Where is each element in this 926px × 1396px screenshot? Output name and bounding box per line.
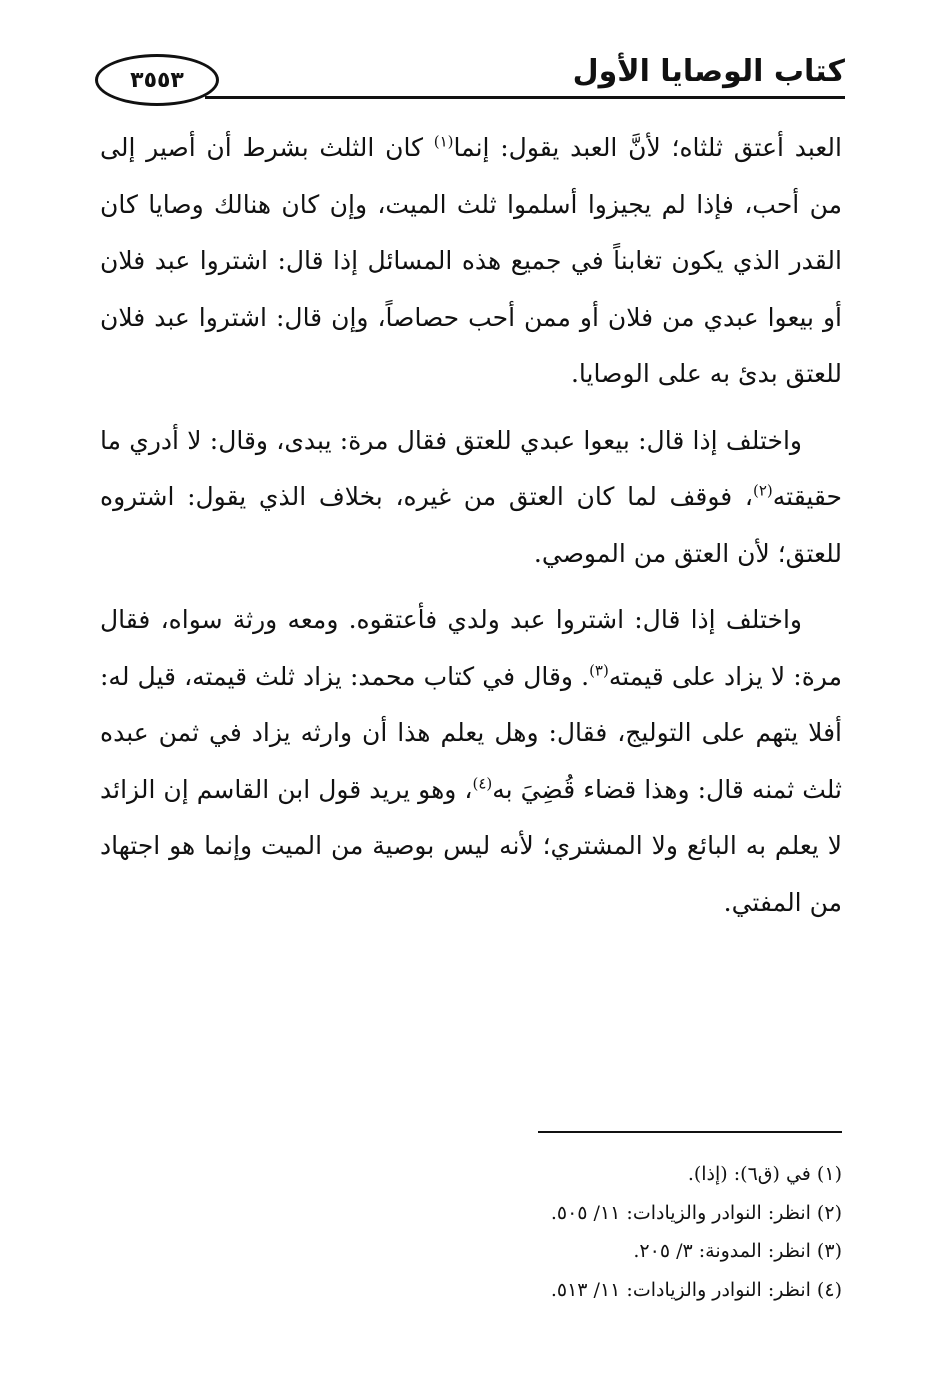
paragraph-3-text-b: . وقال في كتاب محمد: يزاد ثلث قيمته، قيل له: أفلا يتهم على التوليج، فقال: وهل يعلم هذا أن وارثه يزاد في ثمن عبده ثلث ثمنه قال: وهذا قضاء قُضِيَ به — [100, 661, 843, 804]
main-text — [100, 120, 842, 941]
footnote-separator — [538, 1131, 842, 1133]
paragraph-2 — [100, 413, 842, 583]
footnotes — [100, 1155, 842, 1309]
paragraph-2-text-a: واختلف إذا قال: بيعوا عبدي للعتق فقال مرة: يبدى، وقال: لا أدري ما حقيقته — [100, 425, 842, 511]
paragraph-3 — [100, 592, 842, 931]
footnote-ref-2: (٢) — [752, 481, 773, 500]
paragraph-1 — [100, 120, 842, 403]
footnote-3: (٣) انظر: المدونة: ٣/ ٢٠٥. — [633, 1240, 842, 1262]
footnote-4: (٤) انظر: النوادر والزيادات: ١١/ ٥١٣. — [550, 1278, 842, 1301]
paragraph-3-text-a: واختلف إذا قال: اشتروا عبد ولدي فأعتقوه. ومعه ورثة سواه، فقال مرة: لا يزاد على قيمته — [100, 605, 842, 691]
header-rule — [205, 96, 845, 99]
paragraph-3-text-c: ، وهو يريد قول ابن القاسم إن الزائد لا يعلم به البائع ولا المشتري؛ لأنه ليس بوصية من الميت وإنما هو اجتهاد من المفتي. — [100, 774, 842, 917]
book-title: كتاب الوصايا الأول — [572, 54, 845, 89]
paragraph-1-text-b: كان الثلث بشرط أن أصير إلى من أحب، فإذا لم يجيزوا أسلموا ثلث الميت، وإن كان هنالك وصايا كان القدر الذي يكون تغابناً في جميع هذه المسائل إذا قال: اشتروا عبد فلان أو بيعوا عبدي من فلان أو ممن أحب حصاصاً، وإن قال: اشتروا عبد فلان للعتق بدئ به على الوصايا. — [100, 133, 842, 388]
page-number: ٣٥٥٣ — [95, 54, 219, 106]
footnote-1: (١) في (ق٦): (إذا). — [687, 1163, 842, 1185]
footnote-2: (٢) انظر: النوادر والزيادات: ١١/ ٥٠٥. — [550, 1201, 842, 1224]
footnote-ref-4: (٤) — [472, 774, 493, 793]
footnote-ref-3: (٣) — [589, 661, 609, 680]
paragraph-1-text-a: العبد أعتق ثلثاه؛ لأنَّ العبد يقول: إنما — [453, 133, 842, 162]
page-header — [95, 50, 845, 110]
paragraph-2-text-b: ، فوقف لما كان العتق من غيره، بخلاف الذي يقول: اشتروه للعتق؛ لأن العتق من الموصي. — [100, 482, 842, 568]
footnote-ref-1: (١) — [433, 132, 454, 151]
